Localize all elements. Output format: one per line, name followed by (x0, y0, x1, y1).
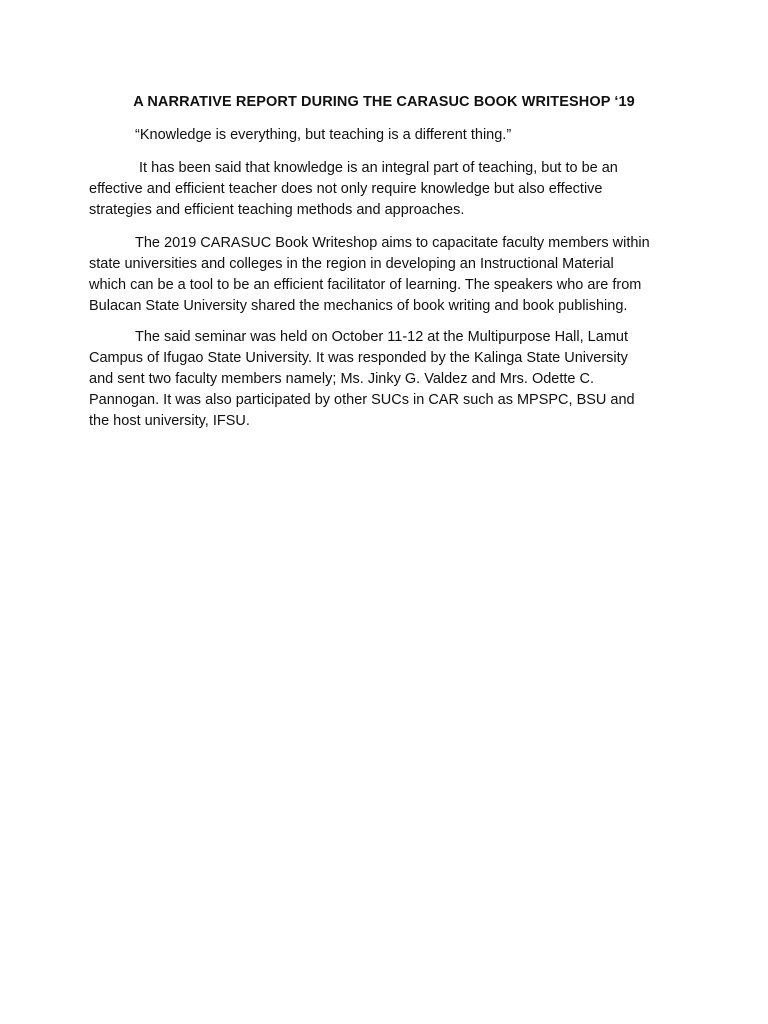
paragraph-line: Pannogan. It was also participated by other SUCs in CAR such as MPSPC, BSU and (89, 392, 635, 408)
paragraph-line: strategies and efficient teaching methods and approaches. (89, 202, 465, 218)
paragraph-line: and sent two faculty members namely; Ms. Jinky G. Valdez and Mrs. Odette C. (89, 371, 595, 387)
document-title: A NARRATIVE REPORT DURING THE CARASUC BOOK WRITESHOP ‘19 (133, 94, 635, 110)
paragraph-1 (89, 158, 677, 221)
paragraph-line: The said seminar was held on October 11-12 at the Multipurpose Hall, Lamut (135, 329, 628, 345)
paragraph-line: The 2019 CARASUC Book Writeshop aims to capacitate faculty members within (135, 235, 650, 251)
paragraph-line: Bulacan State University shared the mechanics of book writing and book publishing. (89, 298, 628, 314)
paragraph-line: state universities and colleges in the region in developing an Instructional Material (89, 256, 614, 272)
paragraph-2 (89, 233, 677, 317)
paragraph-line: It has been said that knowledge is an integral part of teaching, but to be an (135, 160, 618, 176)
paragraph-line: the host university, IFSU. (89, 413, 250, 429)
paragraph-line: Campus of Ifugao State University. It was responded by the Kalinga State University (89, 350, 628, 366)
paragraph-line: effective and efficient teacher does not only require knowledge but also effective (89, 181, 603, 197)
quote-text: “Knowledge is everything, but teaching is a different thing.” (135, 127, 512, 143)
paragraph-line: which can be a tool to be an efficient facilitator of learning. The speakers who are from (89, 277, 642, 293)
paragraph-3 (89, 327, 677, 432)
opening-quote (89, 125, 677, 146)
